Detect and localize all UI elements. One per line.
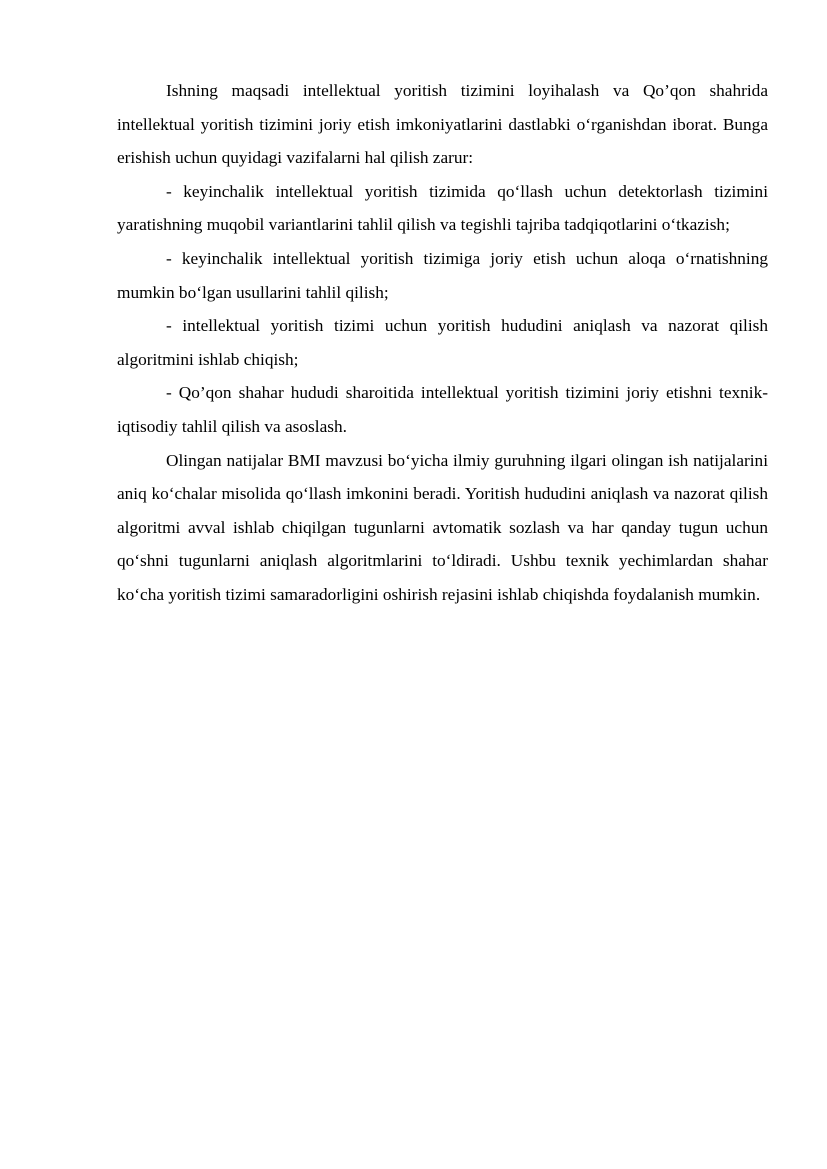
task-item-detection: - keyinchalik intellektual yoritish tizimida qo‘llash uchun detektorlash tizimini yaratishning muqobil variantlarini tahlil qilish va tegishli tajriba tadqiqotlarini o‘tkazish; <box>117 181 768 235</box>
task-item-feasibility: - Qo’qon shahar hududi sharoitida intellektual yoritish tizimini joriy etishni texnik-iqtisodiy tahlil qilish va asoslash. <box>117 383 768 436</box>
document-body <box>117 74 768 612</box>
paragraph-goal: Ishning maqsadi intellektual yoritish tizimini loyihalash va Qo’qon shahrida intellektual yoritish tizimini joriy etish imkoniyatlarini dastlabki o‘rganishdan iborat. Bunga erishish uchun quyidagi vazifalarni hal qilish zarur: <box>117 81 768 168</box>
paragraph-results: Olingan natijalar BMI mavzusi bo‘yicha ilmiy guruhning ilgari olingan ish natijalarini aniq ko‘chalar misolida qo‘llash imkonini beradi. Yoritish hududini aniqlash va nazorat qilish algoritmi avval ishlab chiqilgan tugunlarni avtomatik sozlash va har qanday tugun uchun qo‘shni tugunlarni aniqlash algoritmlarini to‘ldiradi. Ushbu texnik yechimlardan shahar ko‘cha yoritish tizimi samaradorligini oshirish rejasini ishlab chiqishda foydalanish mumkin. <box>117 450 768 604</box>
task-item-communication: - keyinchalik intellektual yoritish tizimiga joriy etish uchun aloqa o‘rnatishning mumkin bo‘lgan usullarini tahlil qilish; <box>117 248 768 302</box>
task-item-algorithm: - intellektual yoritish tizimi uchun yoritish hududini aniqlash va nazorat qilish algoritmini ishlab chiqish; <box>117 316 768 369</box>
